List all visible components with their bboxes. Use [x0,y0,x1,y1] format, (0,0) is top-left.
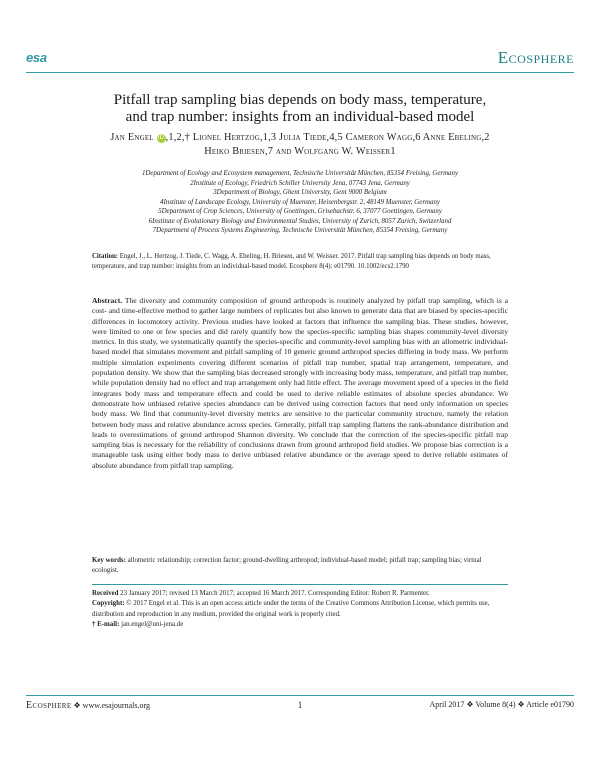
abstract-text: The diversity and community composition of ground arthropods is routinely analyzed by pitfall trap sampling, which is a cost- and time-effective method to gather large numbers of replicates but also known to generate data that are biased by species-specific differences in locomotory activity. Previous studies have looked at factors that influence the sampling bias. These studies, however, were limited to one or few species and did rarely quantify how the species-specific sampling bias shapes community-level diversity metrics. In this study, we systematically quantify the species-specific and community-level sampling bias with an allometric individual-based model that simulates movement and pitfall sampling of 10 generic ground arthropod species differing in body mass. We perform multiple simulation experiments covering different scenarios of pitfall trap number, spatial trap arrangement, temperature, and population density. We show that the sampling bias decreased strongly with increasing body mass, temperature, and pitfall trap number, while population density had no effect and trap arrangement only had little effect. The average movement speed of a species in the field integrates body mass and temperature effects and could be used to derive reliable estimates of absolute species abundance. We demonstrate how unbiased relative species abundance can be derived using correction factors that need only information on species body mass. We find that community-level diversity metrics are sensitive to the particular community structure, namely the relation between body mass and relative abundance across species. Generally, pitfall trap sampling flattens the rank-abundance distribution and leads to overestimations of ground arthropod Shannon diversity. We conclude that the correction of the species-specific pitfall trap sampling bias is necessary for the reliability of conclusions drawn from ground arthropod field studies. We propose bias correction is a manageable task using either body mass to derive unbiased relative abundance or the average speed to derive reliable estimates of absolute abundance from pitfall trap sampling. [92,296,508,470]
footer-website[interactable]: www.esajournals.org [82,701,150,710]
citation-label: Citation: [92,253,119,260]
affiliation-3: 3Department of Biology, Ghent University, Gent 9000 Belgium [213,189,387,196]
citation-text: Engel, J., L. Hertzog, J. Tiede, C. Wagg, A. Ebeling, H. Briesen, and W. Weisser. 2017. Pitfall trap sampling bias depends on body mass, temperature, and trap number: insights from an individual-based model. Ecosphere 8(4): e01790. 10.1002/ecs2.1790 [92,253,491,270]
received-line [92,589,508,599]
authors-line-1 [40,131,560,145]
page-footer [26,700,574,714]
affiliation-5: 5Department of Crop Sciences, University of Goettingen, Grisebachstr. 6, 37077 Goettingen, Germany [158,208,442,215]
article-title [60,92,540,126]
title-line-2: and trap number: insights from an individual-based model [125,109,475,125]
journal-name: Ecosphere [497,48,574,67]
author-list [40,131,560,159]
keywords-rule [92,584,508,585]
footer-journal: Ecosphere [26,700,72,711]
authors-line-2: Heiko Briesen,7 and Wolfgang W. Weisser1 [204,146,396,157]
footer-rule [26,695,574,696]
keywords [92,556,508,576]
affiliation-1: 1Department of Ecology and Ecosystem management, Technische Universität München, 85354 Freising, Germany [141,170,458,177]
abstract [92,296,508,471]
email-label: † E-mail: [92,620,120,628]
abstract-label: Abstract. [92,296,123,305]
copyright-label: Copyright: [92,600,125,608]
affiliation-7: 7Department of Process Systems Engineering, Technische Universität München, 85354 Freising, Germany [152,227,448,234]
footer-separator: ❖ [71,701,83,710]
footer-issue-info: April 2017 ❖ Volume 8(4) ❖ Article e01790 [429,700,574,709]
page-number: 1 [297,700,303,710]
orcid-icon[interactable]: iD [158,135,165,141]
affiliation-6: 6Institute of Evolutionary Biology and Environmental Studies, University of Zurich, 8057 Zurich, Switzerland [148,217,452,225]
author-name-engel: Jan Engel [110,132,154,143]
citation [92,252,508,272]
keywords-text: allometric relationship; correction factor; ground-dwelling arthropod; individual-based model; pitfall trap; sampling bias; virtual ecologist. [92,557,482,574]
header-rule [26,72,574,73]
esa-logo: esa [26,50,47,65]
authors-line-1-rest: ,1,2,† Lionel Hertzog,1,3 Julia Tiede,4,5 Cameron Wagg,6 Anne Ebeling,2 [165,132,490,143]
page-header [26,50,574,68]
affiliation-2: 2Institute of Ecology, Friedrich Schiller University Jena, 07743 Jena, Germany [190,179,410,187]
copyright-line [92,599,508,620]
copyright-text: © 2017 Engel et al. This is an open access article under the terms of the Creative Commons Attribution License, which permits use, distribution and reproduction in any medium, provided the original work is properly cited. [92,600,490,618]
affiliations [40,169,560,236]
email-line [92,620,508,630]
title-line-1: Pitfall trap sampling bias depends on body mass, temperature, [113,92,487,108]
email-link[interactable]: jan.engel@uni-jena.de [119,620,184,628]
received-text: 23 January 2017; revised 13 March 2017; accepted 16 March 2017. Corresponding Editor: Robert R. Parmenter. [118,590,430,597]
affiliation-4: 4Institute of Landscape Ecology, University of Muenster, Heisenbergstr. 2, 48149 Muenster, Germany [160,198,440,206]
keywords-label: Key words: [92,557,126,564]
received-label: Received [92,590,119,597]
article-history [92,589,508,630]
